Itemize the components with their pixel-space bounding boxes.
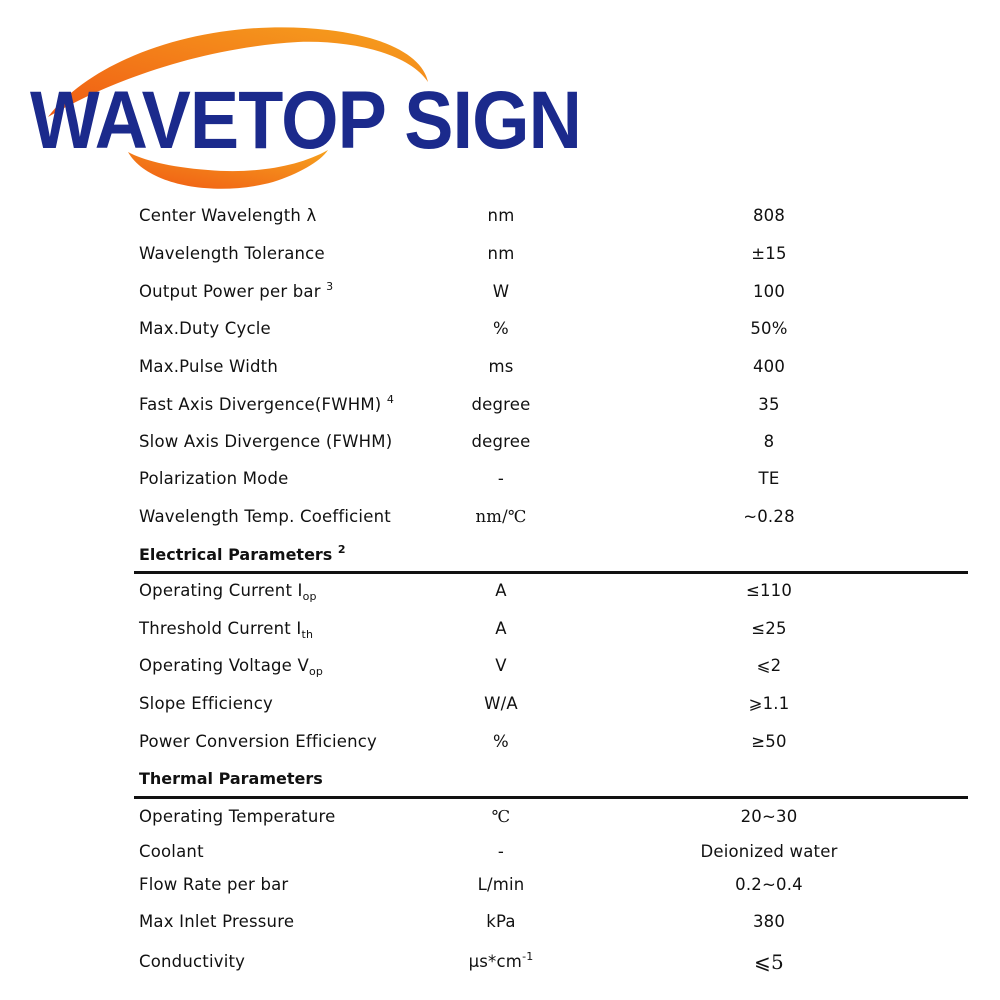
value-cell: 20~30 <box>740 807 798 826</box>
unit-cell: V <box>495 656 507 675</box>
value-cell: 50% <box>750 319 788 338</box>
unit-cell: % <box>493 732 509 751</box>
param-label: Operating Temperature <box>139 807 336 826</box>
footnote-mark: 2 <box>337 543 346 556</box>
value-cell: ⩾1.1 <box>748 694 790 713</box>
value-cell: ±15 <box>751 244 787 263</box>
value-cell: ≤25 <box>751 619 787 638</box>
param-label: Max.Duty Cycle <box>139 319 271 338</box>
param-label: Flow Rate per bar <box>139 875 289 894</box>
unit-cell: - <box>497 842 505 861</box>
footnote-mark: 3 <box>326 280 334 293</box>
param-label: Slope Efficiency <box>139 694 273 713</box>
section-title-thermal: Thermal Parameters <box>139 769 323 788</box>
brand-name: WAVETOP SIGN <box>30 75 582 166</box>
param-label: Coolant <box>139 842 204 861</box>
unit-cell: L/min <box>477 875 525 894</box>
unit-cell: A <box>495 581 507 600</box>
value-cell: 35 <box>758 395 780 414</box>
unit-cell: degree <box>471 395 531 414</box>
value-cell: ~0.28 <box>743 507 795 526</box>
value-cell: ≥50 <box>751 732 787 751</box>
param-label: Max.Pulse Width <box>139 357 278 376</box>
value-cell: 808 <box>752 206 786 225</box>
value-cell: TE <box>758 469 780 488</box>
unit-cell: ms <box>488 357 514 376</box>
param-label: Center Wavelength λ <box>139 206 317 225</box>
value-cell: ⩽2 <box>756 656 782 675</box>
param-label: Conductivity <box>139 952 246 971</box>
unit-cell: $\mu s*cm^{-1}$ <box>468 950 534 971</box>
unit-cell: - <box>497 469 505 488</box>
unit-cell: nm <box>487 244 515 263</box>
value-cell: 0.2~0.4 <box>735 875 803 894</box>
value-cell: 380 <box>752 912 786 931</box>
param-label: Polarization Mode <box>139 469 289 488</box>
unit-cell: ℃ <box>491 807 511 826</box>
unit-cell: nm <box>487 206 515 225</box>
section-title-electrical: Electrical Parameters $^2$ <box>139 543 346 564</box>
footnote-mark: 4 <box>386 393 395 406</box>
section-divider <box>134 571 968 574</box>
param-label: Fast Axis Divergence(FWHM) $^4$ <box>139 393 395 414</box>
param-label: Max Inlet Pressure <box>139 912 295 931</box>
brand-logo <box>28 22 582 197</box>
param-label: Operating Voltage $V_{op}$ <box>139 656 324 678</box>
unit-cell: degree <box>471 432 531 451</box>
param-label: Power Conversion Efficiency <box>139 732 378 751</box>
value-cell: ≤110 <box>745 581 793 600</box>
unit-cell: nm/℃ <box>475 507 527 526</box>
value-cell: 100 <box>752 282 786 301</box>
section-divider <box>134 796 968 799</box>
value-cell: Deionized water <box>700 842 838 861</box>
unit-cell: W <box>492 282 510 301</box>
value-cell: 8 <box>763 432 775 451</box>
param-label: Threshold Current $I_{th}$ <box>139 619 314 641</box>
param-label: Operating Current $I_{op}$ <box>139 581 317 603</box>
param-label: Output Power per bar $^3$ <box>139 280 334 301</box>
param-label: Wavelength Tolerance <box>139 244 325 263</box>
value-cell: 400 <box>752 357 786 376</box>
param-label: Wavelength Temp. Coefficient <box>139 507 391 526</box>
unit-cell: % <box>493 319 509 338</box>
value-cell: ⩽5 <box>754 950 784 974</box>
unit-cell: kPa <box>486 912 516 931</box>
unit-cell: A <box>495 619 507 638</box>
unit-cell: W/A <box>484 694 518 713</box>
param-label: Slow Axis Divergence (FWHM) <box>139 432 393 451</box>
